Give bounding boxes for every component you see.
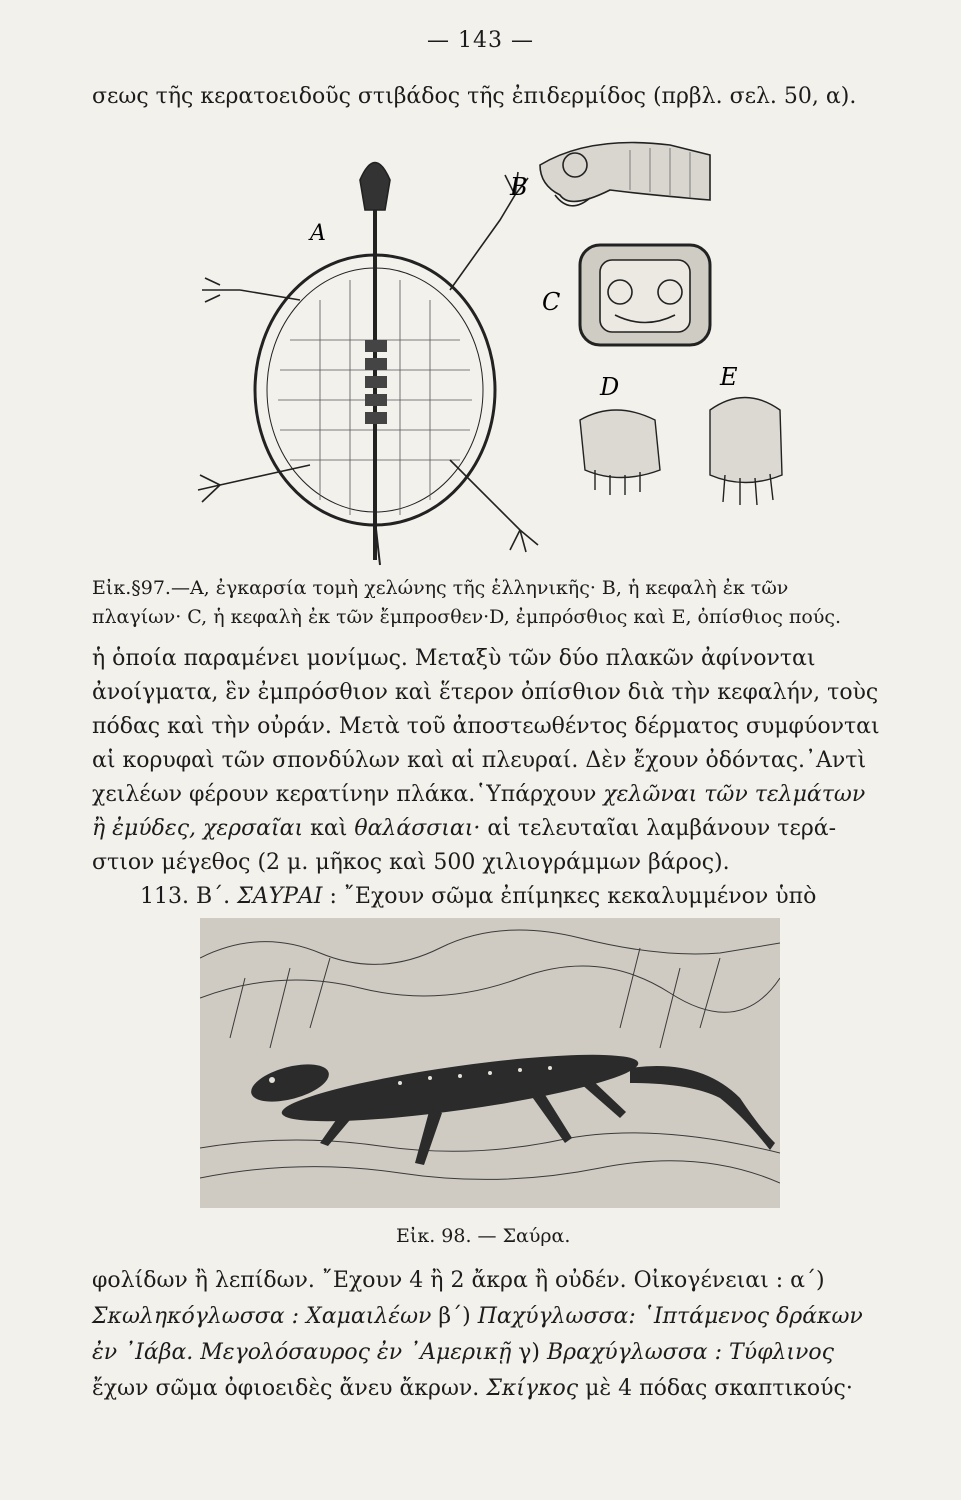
bottom-line-2	[92, 1304, 863, 1329]
term-pachyglossa: Παχύγλωσσα:	[477, 1304, 636, 1329]
paragraph-line-2: ἀνοίγματα, ἓν ἐμπρόσθιον καὶ ἕτερον ὀπίσθιον διὰ τὴν κεφαλήν, τοὺς	[92, 680, 879, 705]
figure-97-label-c: C	[542, 288, 561, 316]
figure-97-label-b: B	[510, 173, 528, 201]
term-typhlinos: Τύφλινος	[729, 1340, 834, 1365]
term-emydes: ἢ ἐμύδες,	[92, 816, 197, 841]
term-sea: θαλάσσιαι·	[354, 816, 481, 841]
paragraph-line-6-tail: αἱ τελευταῖαι λαμβάνουν τερά-	[487, 816, 837, 841]
figure-98-caption: Εἰκ. 98. — Σαύρα.	[396, 1225, 571, 1247]
top-line: σεως τῆς κερατοειδοῦς στιβάδος τῆς ἐπιδερμίδος (πρβλ. σελ. 50, α).	[92, 84, 857, 109]
term-land: χερσαῖαι	[203, 816, 304, 841]
term-skink: Σκίγκος	[486, 1376, 579, 1401]
section-title: ΣΑΥΡΑΙ	[237, 884, 323, 909]
bottom-line-4-tail: μὲ 4 πόδας σκαπτικούς·	[585, 1376, 853, 1401]
term-flying-dragon: ῾Ιπτάμενος δράκων	[642, 1304, 863, 1329]
section-text: : ῎Εχουν σῶμα ἐπίμηκες κεκαλυμμένον ὑπὸ	[329, 884, 817, 909]
paragraph-line-6	[92, 816, 836, 841]
figure-97-label-e: E	[720, 363, 738, 391]
section-number: 113. Β΄.	[140, 884, 231, 909]
term-swamp-turtles: χελῶναι τῶν τελμάτων	[603, 782, 866, 807]
figure-97-caption-line-2: πλαγίων· C, ἡ κεφαλὴ ἐκ τῶν ἔμπροσθεν·D, ἐμπρόσθιος καὶ E, ὀπίσθιος πούς.	[92, 606, 842, 628]
term-java-megalosaurus: ἐν ᾿Ιάβα. Μεγολόσαυρος ἐν ᾿Αμερικῇ	[92, 1340, 512, 1365]
paragraph-line-4: αἱ κορυφαὶ τῶν σπονδύλων καὶ αἱ πλευραί. Δὲν ἔχουν ὀδόντας.᾿Αντὶ	[92, 748, 867, 773]
figure-98-lizard-illustration	[200, 918, 780, 1208]
paragraph-line-5-text: χειλέων φέρουν κερατίνην πλάκα.῾Υπάρχουν	[92, 782, 597, 807]
enum-c: γ)	[518, 1340, 541, 1365]
bottom-line-1: φολίδων ἢ λεπίδων. ῎Εχουν 4 ἢ 2 ἄκρα ἢ οὐδέν. Οἰκογένειαι : α΄)	[92, 1268, 825, 1293]
term-brachyglossa: Βραχύγλωσσα :	[547, 1340, 723, 1365]
term-skolekoglossa: Σκωληκόγλωσσα : Χαμαιλέων	[92, 1304, 432, 1329]
bottom-line-3	[92, 1340, 834, 1365]
paragraph-line-5	[92, 782, 865, 807]
paragraph-line-1: ἡ ὁποία παραμένει μονίμως. Μεταξὺ τῶν δύο πλακῶν ἀφίνονται	[92, 646, 816, 671]
bottom-line-4-text: ἔχων σῶμα ὀφιοειδὲς ἄνευ ἄκρων.	[92, 1376, 480, 1401]
word-and: καὶ	[310, 816, 348, 841]
enum-b: β΄)	[438, 1304, 471, 1329]
bottom-line-4	[92, 1376, 853, 1401]
paragraph-line-7: στιον μέγεθος (2 μ. μῆκος καὶ 500 χιλιογράμμων βάρος).	[92, 850, 730, 875]
figure-97-label-d: D	[600, 373, 620, 401]
page-number: — 143 —	[427, 28, 534, 53]
paragraph-line-3: πόδας καὶ τὴν οὐράν. Μετὰ τοῦ ἀποστεωθέντος δέρματος συμφύονται	[92, 714, 880, 739]
figure-97-caption-line-1: Εἰκ.§97.—A, ἐγκαρσία τομὴ χελώνης τῆς ἑλληνικῆς· B, ἡ κεφαλὴ ἐκ τῶν	[92, 577, 789, 599]
section-113-heading	[140, 884, 816, 909]
figure-97-tortoise-illustration	[170, 140, 890, 570]
figure-97-label-a: A	[310, 221, 326, 246]
